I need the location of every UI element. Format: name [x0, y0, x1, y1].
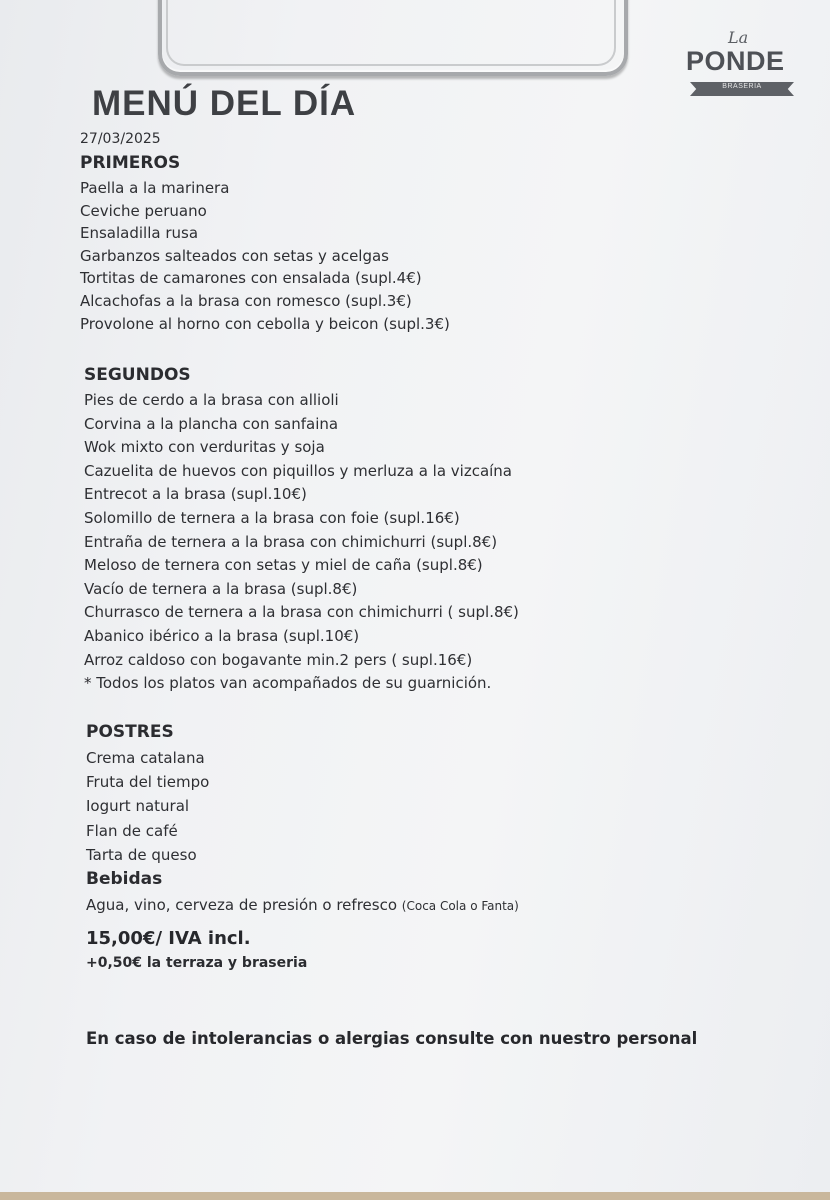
section-segundos: [84, 365, 519, 696]
clipboard-clip-inner: [166, 0, 616, 66]
list-item: Tortitas de camarones con ensalada (supl.4€): [80, 269, 422, 288]
section-bebidas: [86, 869, 519, 918]
list-item: Paella a la marinera: [80, 179, 230, 197]
list-item: Corvina a la plancha con sanfaina: [84, 414, 339, 433]
la-ponde-logo: [684, 28, 800, 108]
allergy-notice: En caso de intolerancias o alergias consulte con nuestro personal: [86, 1029, 698, 1048]
list-item: Flan de café: [86, 821, 178, 840]
section-heading: POSTRES: [86, 722, 174, 742]
list-item: Entrecot a la brasa (supl.10€): [84, 485, 307, 504]
list-item: Churrasco de ternera a la brasa con chimichurri ( supl.8€): [84, 603, 519, 622]
logo-la-text: La: [728, 28, 749, 47]
menu-price: 15,00€/ IVA incl.: [86, 928, 251, 949]
list-item: Cazuelita de huevos con piquillos y merluza a la vizcaína: [84, 461, 512, 480]
section-heading: SEGUNDOS: [84, 365, 191, 385]
section-postres: [86, 722, 209, 867]
list-item: Ceviche peruano: [80, 201, 207, 220]
section-heading: Bebidas: [86, 869, 163, 889]
list-item: Iogurt natural: [86, 797, 190, 816]
list-item: Pies de cerdo a la brasa con allioli: [84, 391, 339, 409]
list-item: Arroz caldoso con bogavante min.2 pers ( supl.16€): [84, 650, 473, 669]
logo-name-text: PONDE: [686, 46, 785, 76]
garnish-note: * Todos los platos van acompañados de su guarnición.: [84, 674, 492, 693]
list-item: Alcachofas a la brasa con romesco (supl.3€): [80, 291, 412, 310]
list-item: Fruta del tiempo: [86, 773, 210, 792]
terrace-surcharge: +0,50€ la terraza y braseria: [86, 955, 308, 971]
list-item: Ensaladilla rusa: [80, 224, 199, 243]
menu-date: 27/03/2025: [80, 131, 161, 147]
bebidas-note: (Coca Cola o Fanta): [401, 899, 519, 913]
bebidas-text: Agua, vino, cerveza de presión o refresco: [86, 896, 398, 914]
list-item: Garbanzos salteados con setas y acelgas: [80, 246, 390, 265]
logo-ribbon-text: BRASERIA: [722, 83, 762, 90]
list-item: Entraña de ternera a la brasa con chimichurri (supl.8€): [84, 532, 498, 551]
section-heading: PRIMEROS: [80, 153, 181, 173]
list-item: Wok mixto con verduritas y soja: [84, 438, 325, 457]
list-item: Abanico ibérico a la brasa (supl.10€): [84, 626, 360, 645]
page-title: MENÚ DEL DÍA: [92, 84, 357, 123]
list-item: Meloso de ternera con setas y miel de caña (supl.8€): [84, 556, 483, 575]
list-item: [86, 893, 519, 918]
list-item: Crema catalana: [86, 749, 205, 767]
section-primeros: [80, 153, 450, 335]
list-item: Vacío de ternera a la brasa (supl.8€): [84, 579, 358, 598]
list-item: Tarta de queso: [86, 845, 197, 864]
list-item: Provolone al horno con cebolla y beicon (supl.3€): [80, 314, 450, 333]
list-item: Solomillo de ternera a la brasa con foie (supl.16€): [84, 508, 460, 527]
table-edge: [0, 1192, 830, 1200]
